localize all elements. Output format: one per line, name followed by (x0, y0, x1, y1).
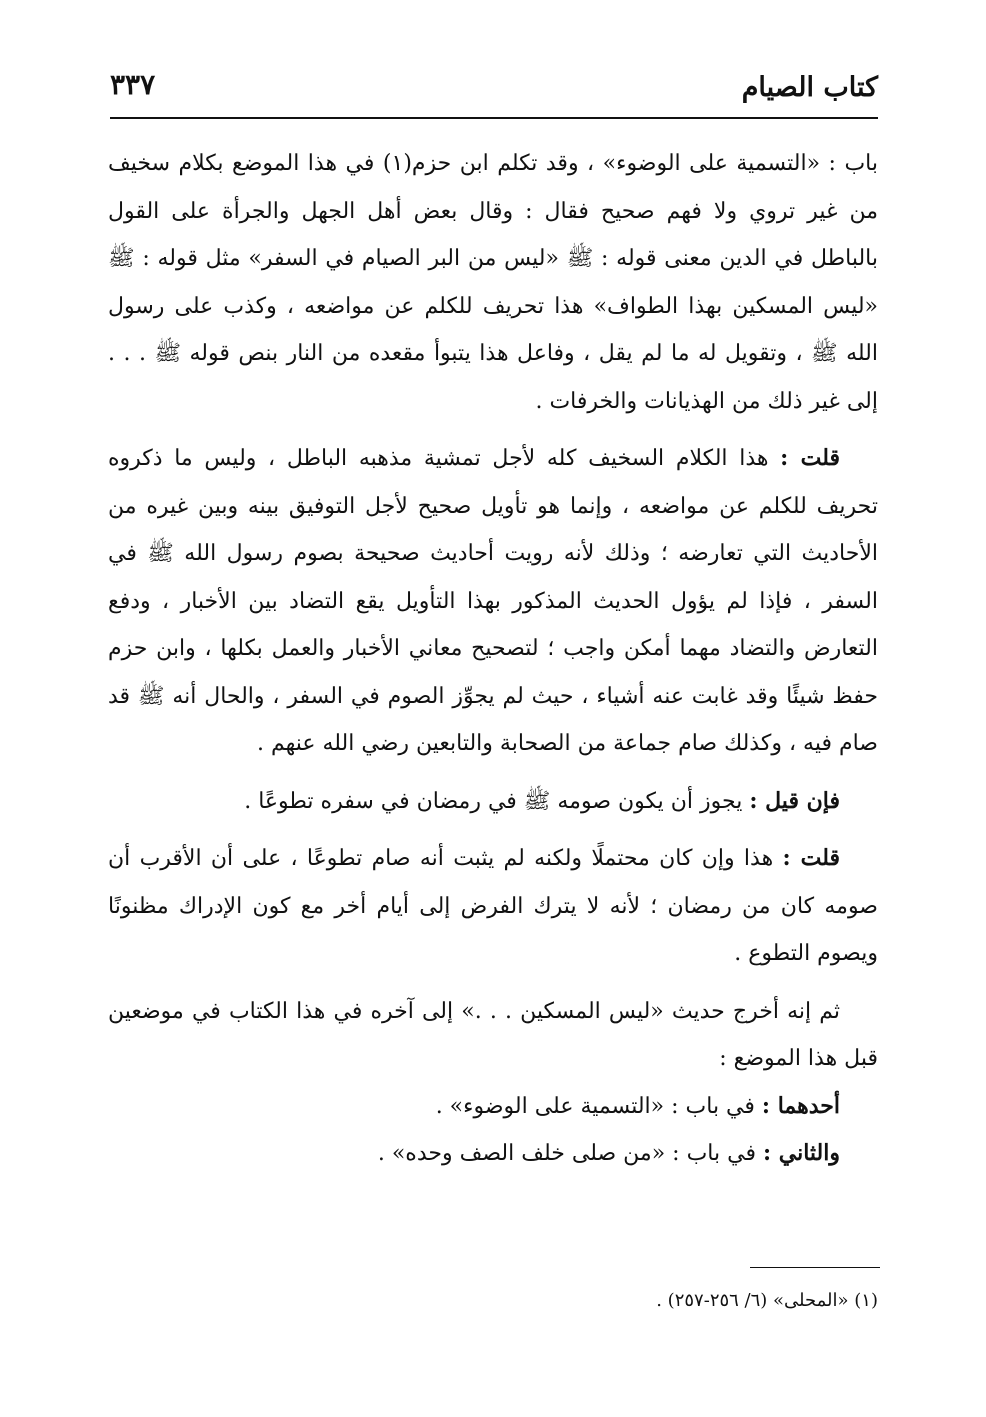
paragraph-2 (108, 435, 878, 768)
header-divider (110, 117, 878, 119)
paragraph-4 (108, 835, 878, 978)
footnote: (١) «المحلى» (٦/ ٢٥٦-٢٥٧) . (656, 1290, 878, 1311)
paragraph-4-lead: قلت : (782, 845, 841, 871)
paragraph-2-lead: قلت : (780, 445, 840, 471)
paragraph-5: ثم إنه أخرج حديث «ليس المسكين . . .» إلى آخره في هذا الكتاب في موضعين قبل هذا الموضع : (108, 998, 878, 1071)
paragraph-2-text: هذا الكلام السخيف كله لأجل تمشية مذهبه الباطل ، وليس ما ذكروه تحريف للكلم عن مواضعه ، وإنما هو تأويل صحيح لأجل التوفيق بينه وبين غيره من الأحاديث التي تعارضه ؛ وذلك لأنه رويت أحاديث صحيحة بصوم رسول الله ﷺ في السفر ، فإذا لم يؤول الحديث المذكور بهذا التأويل يقع التضاد بين الأخبار ، ودفع التعارض والتضاد مهما أمكن واجب ؛ لتصحيح معاني الأخبار والعمل بكلها ، وابن حزم حفظ شيئًا وقد غابت عنه أشياء ، حيث لم يجوِّز الصوم في السفر ، والحال أنه ﷺ قد صام فيه ، وكذلك صام جماعة من الصحابة والتابعين رضي الله عنهم . (108, 446, 878, 756)
paragraph-7-text: في باب : «من صلى خلف الصف وحده» . (377, 1141, 756, 1166)
footnote-divider (750, 1267, 880, 1268)
paragraph-3-text: يجوز أن يكون صومه ﷺ في رمضان في سفره تطوعًا . (244, 788, 743, 814)
page-body (108, 140, 878, 1178)
paragraph-3-lead: فإن قيل : (749, 787, 840, 814)
paragraph-7 (108, 1130, 878, 1178)
paragraph-6-lead: أحدهما : (761, 1092, 840, 1119)
page-header (110, 60, 878, 120)
paragraph-7-lead: والثاني : (762, 1140, 840, 1166)
paragraph-4-text: هذا وإن كان محتملًا ولكنه لم يثبت أنه صام تطوعًا ، على أن الأقرب أن صومه كان من رمضان ؛ لأنه لا يترك الفرض إلى أيام أخر مع كون الإدراك مظنونًا ويصوم التطوع . (108, 846, 878, 966)
paragraph-3 (108, 778, 878, 826)
paragraph-1: باب : «التسمية على الوضوء» ، وقد تكلم ابن حزم(١) في هذا الموضع بكلام سخيف من غير تروي ولا فهم صحيح فقال : وقال بعض أهل الجهل والجرأة على القول بالباطل في الدين معنى قوله : ﷺ «ليس من البر الصيام في السفر» مثل قوله : ﷺ «ليس المسكين بهذا الطواف» هذا تحريف للكلم عن مواضعه ، وكذب على رسول الله ﷺ ، وتقويل له ما لم يقل ، وفاعل هذا يتبوأ مقعده من النار بنص قوله ﷺ . . . إلى غير ذلك من الهذيانات والخرفات . (108, 151, 878, 414)
paragraph-6 (108, 1083, 878, 1131)
page-number: ٣٣٧ (110, 68, 156, 101)
chapter-title: كتاب الصيام (741, 72, 878, 103)
paragraph-6-text: في باب : «التسمية على الوضوء» . (435, 1093, 755, 1119)
